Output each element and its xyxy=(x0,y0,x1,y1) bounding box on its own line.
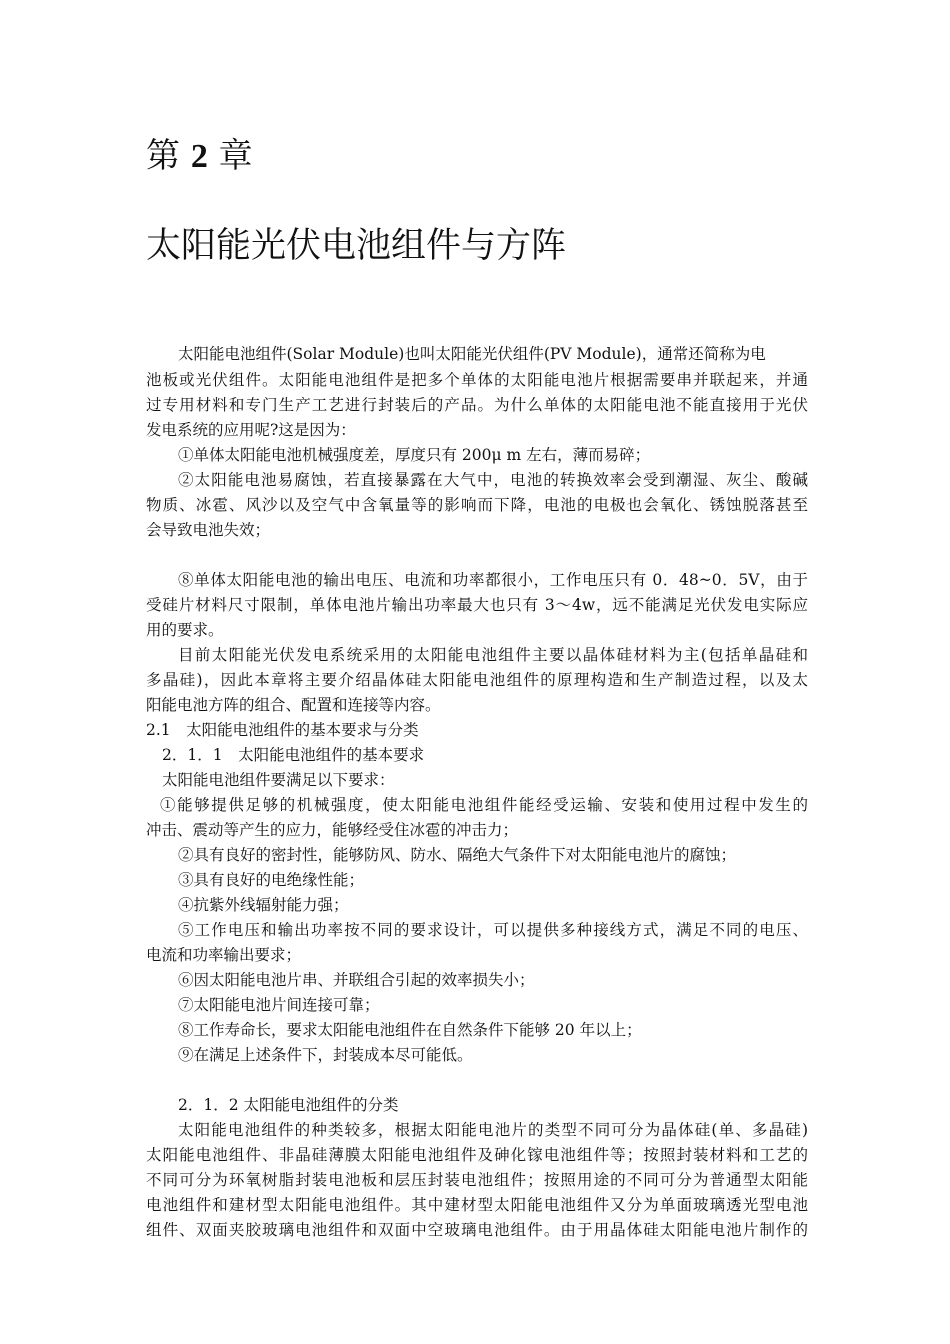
body-line: 过专用材料和专门生产工艺进行封装后的产品。为什么单体的太阳能电池不能直接用于光伏 xyxy=(146,396,808,414)
body-line: 池板或光伏组件。太阳能电池组件是把多个单体的太阳能电池片根据需要串并联起来，并通 xyxy=(146,371,808,389)
section-heading: 2.1 太阳能电池组件的基本要求与分类 xyxy=(146,721,419,739)
body-line: 太阳能电池组件、非晶硅薄膜太阳能电池组件及砷化镓电池组件等；按照封装材料和工艺的 xyxy=(146,1146,808,1164)
body-line: 电流和功率输出要求； xyxy=(146,946,302,964)
body-line: 会导致电池失效； xyxy=(146,521,271,539)
body-line: 太阳能电池组件要满足以下要求： xyxy=(162,771,395,789)
chapter-prefix: 第 xyxy=(146,136,180,176)
body-line: ⑧工作寿命长，要求太阳能电池组件在自然条件下能够 20 年以上； xyxy=(178,1021,642,1039)
subsection-heading: 2．1．1 太阳能电池组件的基本要求 xyxy=(162,746,425,764)
body-line: 用的要求。 xyxy=(146,621,224,639)
body-line: ④抗紫外线辐射能力强； xyxy=(178,896,349,914)
chapter-number: 2 xyxy=(190,138,208,175)
body-line: 太阳能电池组件(Solar Module)也叫太阳能光伏组件(PV Module)，通常还简称为电 xyxy=(178,345,766,363)
body-line: ①单体太阳能电池机械强度差，厚度只有 200μ m 左右，薄而易碎； xyxy=(178,446,651,464)
chapter-suffix: 章 xyxy=(218,136,253,176)
chapter-number-heading xyxy=(146,136,253,177)
body-line: ②具有良好的密封性，能够防风、防水、隔绝大气条件下对太阳能电池片的腐蚀； xyxy=(178,846,737,864)
body-line: 不同可分为环氧树脂封装电池板和层压封装电池组件；按照用途的不同可分为普通型太阳能 xyxy=(146,1171,808,1189)
body-line: 发电系统的应用呢?这是因为： xyxy=(146,421,356,439)
body-line: ⑨在满足上述条件下，封装成本尽可能低。 xyxy=(178,1046,473,1064)
body-line: 冲击、震动等产生的应力，能够经受住冰雹的冲击力； xyxy=(146,821,519,839)
body-line: ⑤工作电压和输出功率按不同的要求设计，可以提供多种接线方式，满足不同的电压、 xyxy=(178,921,808,939)
body-line: 受硅片材料尺寸限制，单体电池片输出功率最大也只有 3～4w，远不能满足光伏发电实际应 xyxy=(146,596,808,614)
body-line: 目前太阳能光伏发电系统采用的太阳能电池组件主要以晶体硅材料为主(包括单晶硅和 xyxy=(178,646,808,664)
body-line: 电池组件和建材型太阳能电池组件。其中建材型太阳能电池组件又分为单面玻璃透光型电池 xyxy=(146,1196,808,1214)
body-line: 多晶硅)，因此本章将主要介绍晶体硅太阳能电池组件的原理构造和生产制造过程，以及太 xyxy=(146,671,808,689)
body-line: ⑧单体太阳能电池的输出电压、电流和功率都很小，工作电压只有 0．48~0．5V，由于 xyxy=(178,571,808,589)
body-line: ⑦太阳能电池片间连接可靠； xyxy=(178,996,380,1014)
body-line: ①能够提供足够的机械强度，使太阳能电池组件能经受运输、安装和使用过程中发生的 xyxy=(160,796,808,814)
body-line: 阳能电池方阵的组合、配置和连接等内容。 xyxy=(146,696,441,714)
chapter-title: 太阳能光伏电池组件与方阵 xyxy=(146,226,567,266)
body-line: ③具有良好的电绝缘性能； xyxy=(178,871,365,889)
body-line: ⑥因太阳能电池片串、并联组合引起的效率损失小； xyxy=(178,971,535,989)
body-line: ②太阳能电池易腐蚀，若直接暴露在大气中，电池的转换效率会受到潮湿、灰尘、酸碱 xyxy=(178,471,808,489)
subsection-heading: 2．1．2 太阳能电池组件的分类 xyxy=(178,1096,399,1114)
body-line: 组件、双面夹胶玻璃电池组件和双面中空玻璃电池组件。由于用晶体硅太阳能电池片制作的 xyxy=(146,1221,808,1239)
body-line: 太阳能电池组件的种类较多，根据太阳能电池片的类型不同可分为晶体硅(单、多晶硅) xyxy=(178,1121,808,1139)
body-line: 物质、冰雹、风沙以及空气中含氧量等的影响而下降，电池的电极也会氧化、锈蚀脱落甚至 xyxy=(146,496,808,514)
